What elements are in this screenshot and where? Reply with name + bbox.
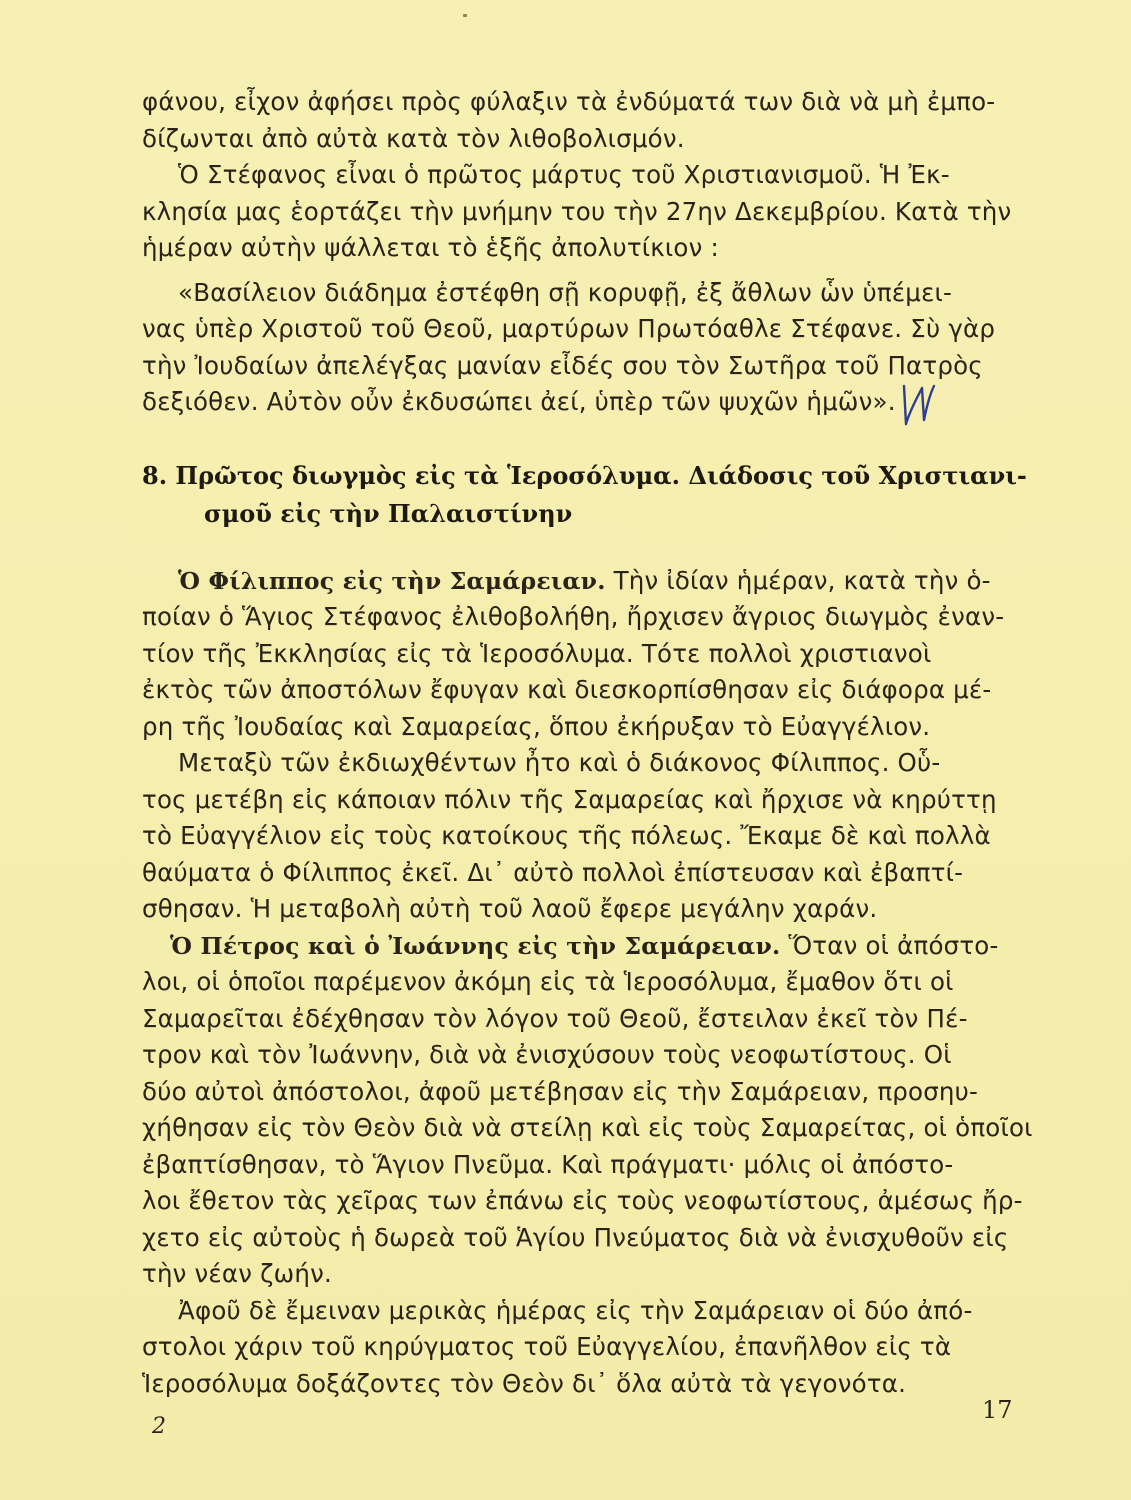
text-line: ἐκτὸς τῶν ἀποστόλων ἔφυγαν καὶ διεσκορπίσθησαν εἰς διάφορα μέ-: [142, 675, 992, 704]
text-line: Ὁ Στέφανος εἶναι ὁ πρῶτος μάρτυς τοῦ Χριστιανισμοῦ. Ἡ Ἐκ-: [178, 160, 950, 189]
text-line: τίον τῆς Ἐκκλησίας εἰς τὰ Ἱεροσόλυμα. Τότε πολλοὶ χριστιανοὶ: [142, 638, 932, 668]
page-number: 17: [982, 1396, 1013, 1424]
text-line: ἡμέραν αὐτὴν ψάλλεται τὸ ἑξῆς ἀπολυτίκιον :: [142, 233, 719, 262]
annotation-text: N: [898, 380, 899, 381]
subheading-inline: Ὁ Φίλιππος εἰς τὴν Σαμάρειαν.: [178, 566, 606, 595]
text-line: Ἀφοῦ δὲ ἔμειναν μερικὰς ἡμέρας εἰς τὴν Σαμάρειαν οἱ δύο ἀπό-: [178, 1295, 973, 1325]
text-line: δεξιόθεν. Αὐτὸν οὖν ἐκδυσώπει ἀεί, ὑπὲρ τῶν ψυχῶν ἡμῶν».: [142, 387, 896, 416]
text-line: χήθησαν εἰς τὸν Θεὸν διὰ νὰ στείλῃ καὶ εἰς τοὺς Σαμαρείτας, οἱ ὁποῖοι: [142, 1113, 1033, 1142]
text-line: ποίαν ὁ Ἅγιος Στέφανος ἐλιθοβολήθη, ἤρχισεν ἄγριος διωγμὸς ἐναν-: [142, 602, 1005, 631]
text-line: στολοι χάριν τοῦ κηρύγματος τοῦ Εὐαγγελίου, ἐπανῆλθον εἰς τὰ: [142, 1332, 952, 1361]
text-line: τὴν Ἰουδαίων ἀπελέγξας μανίαν εἶδές σου τὸν Σωτῆρα τοῦ Πατρὸς: [142, 350, 983, 380]
text-line: χετο εἰς αὐτοὺς ἡ δωρεὰ τοῦ Ἁγίου Πνεύματος διὰ νὰ ἐνισχυθοῦν εἰς: [142, 1222, 1009, 1252]
text-line: Σαμαρεῖται ἐδέχθησαν τὸν λόγον τοῦ Θεοῦ, ἔστειλαν ἐκεῖ τὸν Πέ-: [142, 1003, 968, 1033]
text-line: Ὁ Φίλιππος εἰς τὴν Σαμάρειαν. Τὴν ἰδίαν ἡμέραν, κατὰ τὴν ὁ-: [142, 563, 1022, 600]
page-body: [142, 84, 1033, 1402]
text-line: νας ὑπὲρ Χριστοῦ τοῦ Θεοῦ, μαρτύρων Πρωτόαθλε Στέφανε. Σὺ γὰρ: [142, 314, 996, 343]
text-line: λοι, οἱ ὁποῖοι παρέμενον ἀκόμη εἰς τὰ Ἱεροσόλυμα, ἔμαθον ὅτι οἱ: [142, 967, 954, 996]
text-line: Ἱεροσόλυμα δοξάζοντες τὸν Θεὸν δι᾽ ὅλα αὐτὰ τὰ γεγονότα.: [142, 1368, 907, 1398]
text-line: λοι ἔθετον τὰς χεῖρας των ἐπάνω εἰς τοὺς νεοφωτίστους, ἀμέσως ἤρ-: [142, 1186, 1023, 1215]
section-heading: [142, 457, 1027, 533]
text-line: Μεταξὺ τῶν ἐκδιωχθέντων ἦτο καὶ ὁ διάκονος Φίλιππος. Οὗ-: [178, 748, 941, 777]
text-line: δύο αὐτοὶ ἀπόστολοι, ἀφοῦ μετέβησαν εἰς τὴν Σαμάρειαν, προσηυ-: [142, 1076, 979, 1106]
signature-mark: 2: [152, 1414, 166, 1439]
text-line: σθησαν. Ἡ μεταβολὴ αὐτὴ τοῦ λαοῦ ἔφερε μεγάλην χαράν.: [142, 894, 878, 923]
section-heading-line: σμοῦ εἰς τὴν Παλαιστίνην: [204, 498, 573, 528]
text-line: δίζωνται ἀπὸ αὐτὰ κατὰ τὸν λιθοβολισμόν.: [142, 123, 685, 153]
text-line: τος μετέβη εἰς κάποιαν πόλιν τῆς Σαμαρείας καὶ ἤρχισε νὰ κηρύττῃ: [142, 784, 997, 814]
text-line: τὸ Εὐαγγέλιον εἰς τοὺς κατοίκους τῆς πόλεως. Ἔκαμε δὲ καὶ πολλὰ: [142, 821, 991, 850]
speck: [463, 14, 467, 17]
section-heading-line: 8. Πρῶτος διωγμὸς εἰς τὰ Ἱεροσόλυμα. Διάδοσις τοῦ Χριστιανι-: [142, 460, 1027, 490]
text-line: θαύματα ὁ Φίλιππος ἐκεῖ. Δι᾽ αὐτὸ πολλοὶ ἐπίστευσαν καὶ ἐβαπτί-: [142, 857, 964, 887]
text-line: φάνου, εἶχον ἀφήσει πρὸς φύλαξιν τὰ ἐνδύματά των διὰ νὰ μὴ ἐμπο-: [142, 87, 996, 116]
text-line: ἐβαπτίσθησαν, τὸ Ἅγιον Πνεῦμα. Καὶ πράγματι· μόλις οἱ ἀπόστο-: [142, 1149, 954, 1179]
handwritten-annotation: [898, 380, 938, 428]
text-line: κλησία μας ἑορτάζει τὴν μνήμην του τὴν 27ην Δεκεμβρίου. Κατὰ τὴν: [142, 196, 1012, 226]
text-line: τὴν νέαν ζωήν.: [142, 1259, 332, 1288]
text-line: τρον καὶ τὸν Ἰωάννην, διὰ νὰ ἐνισχύσουν τοὺς νεοφωτίστους. Οἱ: [142, 1040, 952, 1069]
subheading-inline: Ὁ Πέτρος καὶ ὁ Ἰωάννης εἰς τὴν Σαμάρειαν.: [170, 931, 781, 960]
text-line: Ὁ Πέτρος καὶ ὁ Ἰωάννης εἰς τὴν Σαμάρειαν. Ὅταν οἱ ἀπόστο-: [142, 928, 1022, 965]
text-line: «Βασίλειον διάδημα ἐστέφθη σῇ κορυφῇ, ἐξ ἄθλων ὧν ὑπέμει-: [178, 277, 953, 307]
text-line: ρη τῆς Ἰουδαίας καὶ Σαμαρείας, ὅπου ἐκήρυξαν τὸ Εὐαγγέλιον.: [142, 711, 931, 741]
